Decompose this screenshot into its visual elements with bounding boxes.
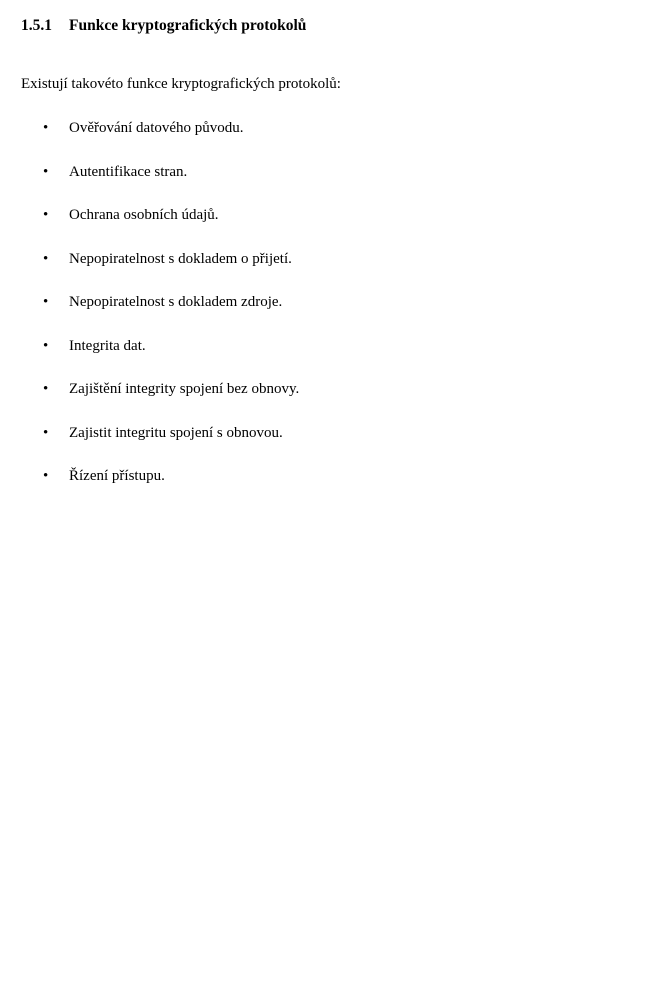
bullet-icon: • xyxy=(43,250,49,267)
list-item-text: Integrita dat. xyxy=(69,337,146,354)
list-item-text: Ověřování datového původu. xyxy=(69,120,244,136)
list-item-text: Zajistit integritu spojení s obnovou. xyxy=(69,424,283,441)
bullet-icon: • xyxy=(43,163,49,180)
bullet-icon: • xyxy=(43,120,49,136)
bullet-icon: • xyxy=(43,337,49,354)
list-item-text: Zajištění integrity spojení bez obnovy. xyxy=(69,381,300,397)
bullet-icon: • xyxy=(43,381,49,397)
intro-paragraph: Existují takovéto funkce kryptografických protokolů: xyxy=(21,76,341,92)
list-item-text: Nepopiratelnost s dokladem zdroje. xyxy=(69,294,283,310)
section-heading xyxy=(21,17,306,35)
list-item-text: Ochrana osobních údajů. xyxy=(69,207,219,223)
bullet-icon: • xyxy=(43,468,49,484)
bullet-icon: • xyxy=(43,294,49,310)
list-item-text: Autentifikace stran. xyxy=(69,163,188,180)
bullet-icon: • xyxy=(43,207,49,223)
list-item-text: Nepopiratelnost s dokladem o přijetí. xyxy=(69,250,292,267)
section-title: Funkce kryptografických protokolů xyxy=(69,17,307,34)
list-item-text: Řízení přístupu. xyxy=(69,468,165,484)
section-number: 1.5.1 xyxy=(21,17,52,34)
bullet-icon: • xyxy=(43,424,49,441)
